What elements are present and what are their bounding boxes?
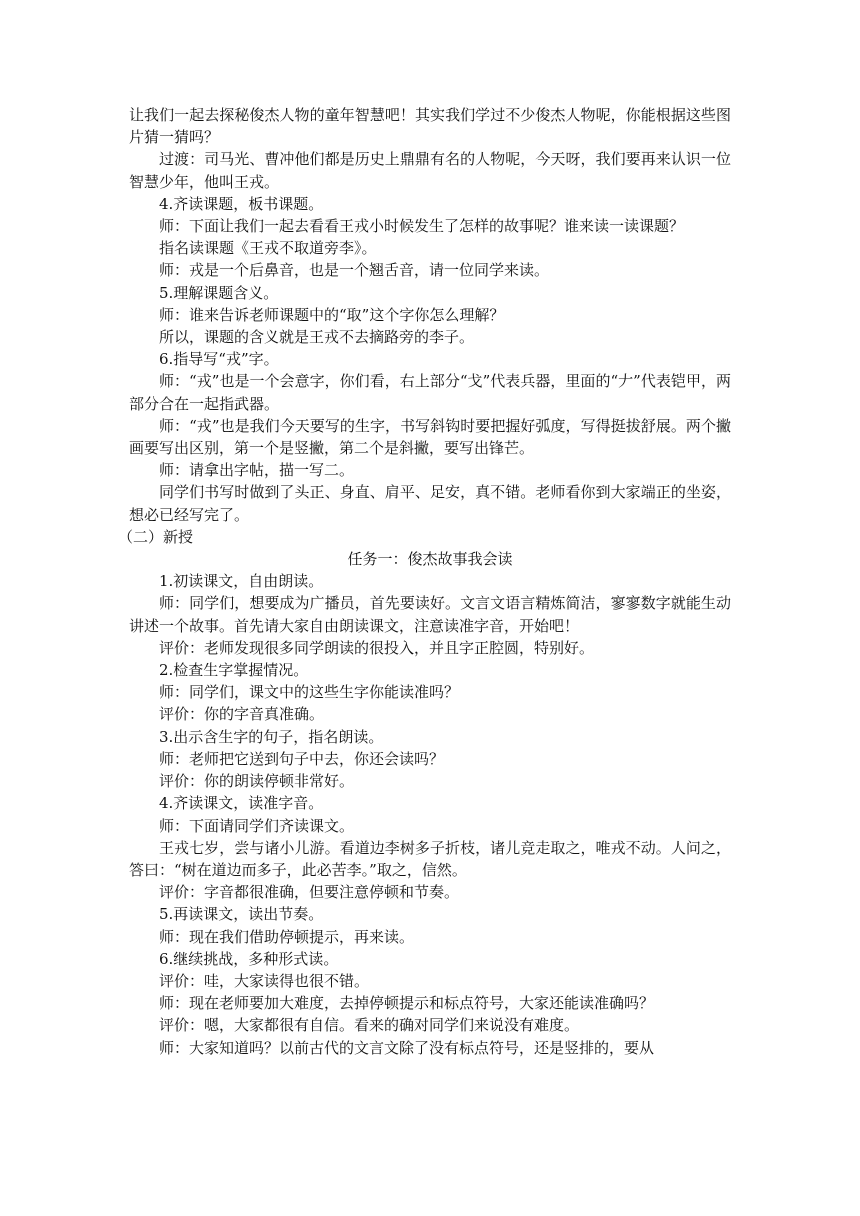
paragraph: 过渡：司马光、曹冲他们都是历史上鼎鼎有名的人物呢，今天呀，我们要再来认识一位智慧少年，他叫王戎。 [129,150,731,191]
paragraph: 师：下面请同学们齐读课文。 [159,816,355,835]
paragraph: 师：同学们，课文中的这些生字你能读准吗？ [159,683,460,702]
paragraph: 师：请拿出字帖，描一写二。 [159,461,355,480]
paragraph: 评价：你的朗读停顿非常好。 [159,772,355,791]
paragraph: 评价：字音都很准确，但要注意停顿和节奏。 [159,883,460,902]
paragraph: 师：“戎”也是一个会意字，你们看，右上部分“戈”代表兵器，里面的“𠂇”代表铠甲，两部分合在一起指武器。 [129,372,731,413]
paragraph: 师：老师把它送到句子中去，你还会读吗？ [159,749,445,768]
paragraph: 评价：哇，大家读得也很不错。 [159,971,370,990]
paragraph: 所以，课题的含义就是王戎不去摘路旁的李子。 [159,328,475,347]
paragraph: 6.指导写“戎”字。 [159,350,279,369]
paragraph: 师：谁来告诉老师课题中的“取”这个字你怎么理解？ [159,305,505,324]
paragraph: 王戎七岁，尝与诸小儿游。看道边李树多子折枝，诸儿竞走取之，唯戎不动。人问之，答曰：“树在道边而多子，此必苦李。”取之，信然。 [129,838,731,879]
paragraph: 评价：老师发现很多同学朗读的很投入，并且字正腔圆，特别好。 [159,638,595,657]
paragraph: 5.理解课题含义。 [159,283,279,302]
paragraph: 让我们一起去探秘俊杰人物的童年智慧吧！其实我们学过不少俊杰人物呢，你能根据这些图片猜一猜吗？ [129,106,731,147]
paragraph: 师：现在老师要加大难度，去掉停顿提示和标点符号，大家还能读准确吗？ [159,994,655,1013]
section-heading: 任务一：俊杰故事我会读 [347,550,513,569]
paragraph: 4.齐读课文，读准字音。 [159,794,324,813]
paragraph: 同学们书写时做到了头正、身直、肩平、足安，真不错。老师看你到大家端正的坐姿，想必已经写完了。 [129,483,731,524]
paragraph: 评价：嗯，大家都很有自信。看来的确对同学们来说没有难度。 [159,1016,580,1035]
paragraph: 师：大家知道吗？以前古代的文言文除了没有标点符号，还是竖排的，要从 [159,1038,655,1057]
paragraph: 6.继续挑战，多种形式读。 [159,949,339,968]
document-body [118,104,731,1059]
paragraph: 指名读课题《王戎不取道旁李》。 [159,239,377,258]
paragraph: 师：“戎”也是我们今天要写的生字，书写斜钩时要把握好弧度，写得挺拔舒展。两个撇画要写出区别，第一个是竖撇，第二个是斜撇，要写出锋芒。 [129,416,731,458]
paragraph: 5.再读课文，读出节奏。 [159,905,324,924]
paragraph: （二）新授 [118,527,194,546]
paragraph: 2.检查生字掌握情况。 [159,661,309,680]
paragraph: 4.齐读课题，板书课题。 [159,194,324,213]
paragraph: 评价：你的字音真准确。 [159,705,325,724]
paragraph: 师：同学们，想要成为广播员，首先要读好。文言文语言精炼简洁，寥寥数字就能生动讲述一个故事。首先请大家自由朗读课文，注意读准字音，开始吧！ [129,594,731,635]
paragraph: 3.出示含生字的句子，指名朗读。 [159,727,384,746]
paragraph: 1.初读课文，自由朗读。 [159,572,324,591]
paragraph: 师：下面让我们一起去看看王戎小时候发生了怎样的故事呢？谁来读一读课题？ [159,217,685,236]
paragraph: 师：戎是一个后鼻音，也是一个翘舌音，请一位同学来读。 [159,261,550,280]
paragraph: 师：现在我们借助停顿提示，再来读。 [159,927,415,946]
